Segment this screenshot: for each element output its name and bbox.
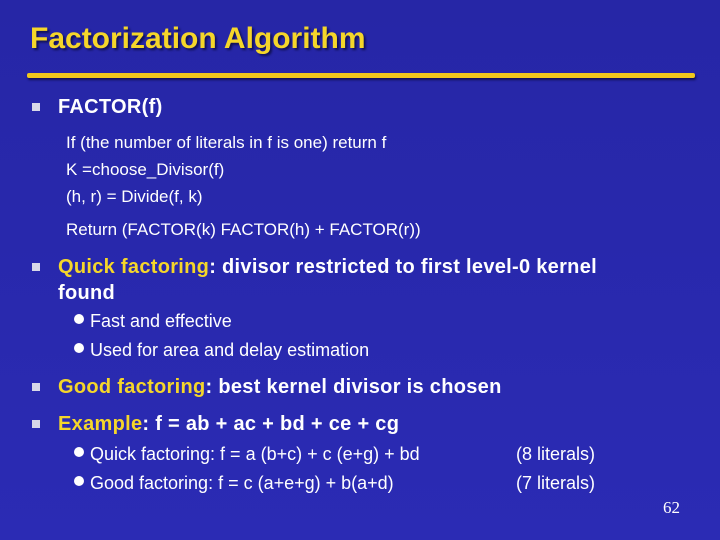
quick-sub-2-text: Used for area and delay estimation	[90, 340, 370, 360]
bullet-marker-good	[32, 383, 40, 391]
page-number: 62	[663, 498, 680, 517]
quick-sub-1	[74, 309, 232, 333]
quick-factoring-desc: : divisor restricted to first level-0 kernel	[209, 256, 597, 278]
example-line	[58, 411, 399, 437]
good-factoring-desc: : best kernel divisor is chosen	[205, 376, 502, 398]
slide-title: Factorization Algorithm	[30, 22, 366, 55]
quick-factoring-line	[58, 254, 597, 280]
factor-heading: FACTOR(f)	[58, 96, 163, 118]
code-line-1: If (the number of literals in f is one) return f	[66, 133, 387, 152]
example-sub-1	[74, 442, 420, 466]
bullet-marker-factor	[32, 103, 40, 111]
sub-bullet-dot	[74, 476, 84, 486]
example-term: Example	[58, 413, 143, 435]
quick-sub-1-text: Fast and effective	[90, 311, 232, 331]
quick-sub-2	[74, 338, 369, 362]
example-sub-1-note: (8 literals)	[516, 444, 596, 464]
good-factoring-line	[58, 374, 502, 400]
example-sub-2-text: Good factoring: f = c (a+e+g) + b(a+d)	[90, 473, 394, 493]
code-line-4: Return (FACTOR(k) FACTOR(h) + FACTOR(r))	[66, 220, 421, 239]
example-sub-2	[74, 471, 394, 495]
sub-bullet-dot	[74, 343, 84, 353]
bullet-marker-example	[32, 420, 40, 428]
sub-bullet-dot	[74, 447, 84, 457]
example-sub-2-note: (7 literals)	[516, 473, 596, 493]
title-underline	[27, 73, 695, 78]
code-line-2: K =choose_Divisor(f)	[66, 160, 225, 179]
bullet-marker-quick	[32, 263, 40, 271]
example-sub-1-text: Quick factoring: f = a (b+c) + c (e+g) + bd	[90, 444, 420, 464]
example-formula: : f = ab + ac + bd + ce + cg	[142, 413, 400, 435]
quick-factoring-desc-cont: found	[58, 282, 116, 304]
code-line-3: (h, r) = Divide(f, k)	[66, 187, 203, 206]
sub-bullet-dot	[74, 314, 84, 324]
quick-factoring-term: Quick factoring	[58, 256, 210, 278]
good-factoring-term: Good factoring	[58, 376, 206, 398]
